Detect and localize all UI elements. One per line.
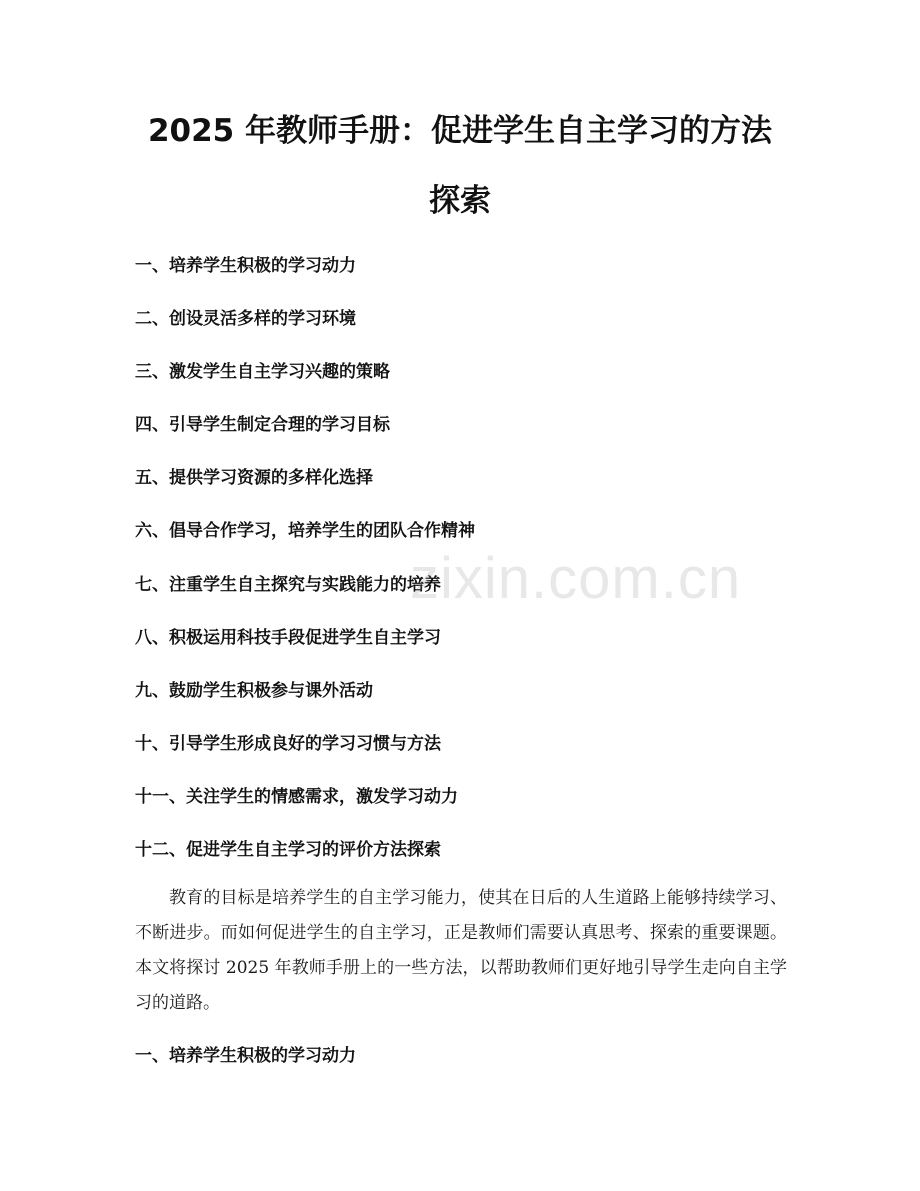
toc-item: 十、引导学生形成良好的学习习惯与方法 — [135, 733, 441, 754]
toc-item: 二、创设灵活多样的学习环境 — [135, 309, 356, 330]
document-title — [110, 96, 810, 236]
watermark: zixin.com.cn — [410, 546, 742, 611]
intro-paragraph: 教育的目标是培养学生的自主学习能力，使其在日后的人生道路上能够持续学习、不断进步。而如何促进学生的自主学习，正是教师们需要认真思考、探索的重要课题。本文将探讨 2025 年教师手册上的一些方法，以帮助教师们更好地引导学生走向自主学习的道路。 — [135, 888, 787, 1013]
toc-item: 三、激发学生自主学习兴趣的策略 — [135, 362, 390, 383]
toc-item: 六、倡导合作学习，培养学生的团队合作精神 — [135, 521, 475, 542]
toc-item: 五、提供学习资源的多样化选择 — [135, 468, 373, 489]
title-line-1: 2025 年教师手册：促进学生自主学习的方法 — [147, 113, 773, 149]
toc-item: 十二、促进学生自主学习的评价方法探索 — [135, 840, 441, 861]
table-of-contents — [135, 252, 475, 889]
toc-item: 十一、关注学生的情感需求，激发学习动力 — [135, 786, 458, 807]
toc-item: 七、注重学生自主探究与实践能力的培养 — [135, 574, 441, 595]
toc-item: 八、积极运用科技手段促进学生自主学习 — [135, 627, 441, 648]
toc-item: 九、鼓励学生积极参与课外活动 — [135, 680, 373, 701]
title-line-2: 探索 — [429, 183, 491, 219]
toc-item: 四、引导学生制定合理的学习目标 — [135, 415, 390, 436]
section-heading: 一、培养学生积极的学习动力 — [135, 1046, 356, 1066]
toc-item: 一、培养学生积极的学习动力 — [135, 256, 356, 276]
